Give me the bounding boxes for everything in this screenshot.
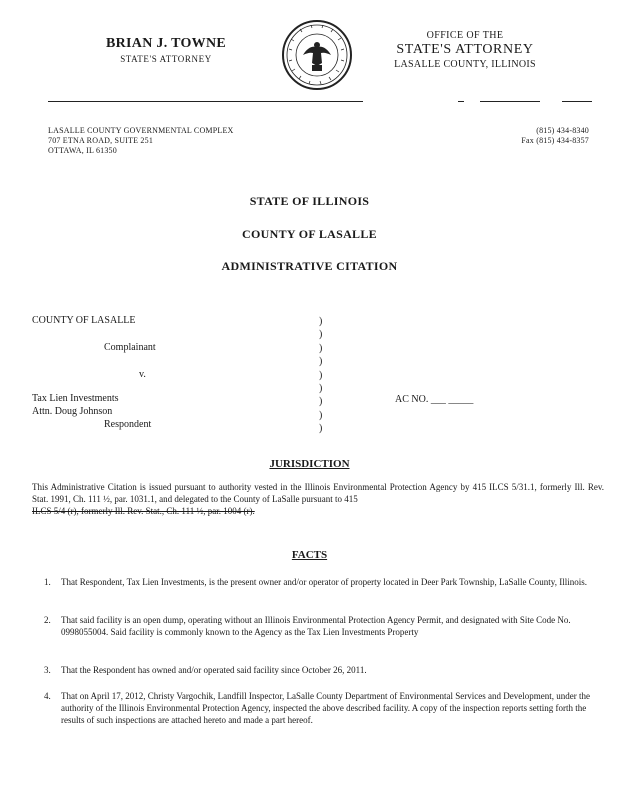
attorney-title: STATE'S ATTORNEY [120, 54, 212, 64]
state-heading: STATE OF ILLINOIS [249, 194, 370, 208]
header-rule-dash [458, 101, 464, 102]
caption-parentheses: ) ) ) ) ) ) ) ) ) [319, 316, 323, 435]
office-label: OFFICE OF THE [426, 30, 504, 41]
fax-number: Fax (815) 434-8357 [521, 136, 589, 145]
address-line: LASALLE COUNTY GOVERNMENTAL COMPLEX [48, 126, 234, 135]
header-rule-mid [480, 101, 540, 102]
defendant-role: Respondent [104, 419, 152, 430]
office-county: LASALLE COUNTY, ILLINOIS [394, 59, 536, 70]
defendant-name: Tax Lien Investments [32, 393, 119, 404]
fact-number: 2. [44, 615, 51, 625]
fact-number: 1. [44, 577, 51, 587]
defendant-attention: Attn. Doug Johnson [32, 406, 113, 417]
fact-number: 3. [44, 665, 51, 675]
office-address [48, 126, 234, 156]
header-rule-left [48, 101, 363, 102]
phone-number: (815) 434-8340 [536, 126, 589, 135]
office-contact [521, 126, 589, 146]
jurisdiction-text-struck: ILCS 5/4 (r), formerly Ill. Rev. Stat., Ch. 111 ½, par. 1004 (r). [32, 506, 255, 516]
fact-text: That on April 17, 2012, Christy Vargochik, Landfill Inspector, LaSalle County Department of Environmental Services and Development, under the authority of the Illinois Environmental Protection Agency, inspected the above described facility. A copy of the inspection reports setting forth the results of such inspections are attached hereto and made a part hereof. [61, 691, 590, 725]
facts-heading: FACTS [291, 549, 328, 561]
plaintiff-name: COUNTY OF LASALLE [32, 315, 136, 326]
jurisdiction-text: This Administrative Citation is issued pursuant to authority vested in the Illinois Environmental Protection Agency by 415 ILCS 5/31.1, formerly Ill. Rev. Stat. 1991, Ch. 111 ½, par. 1031.1, and delegated to the County of LaSalle pursuant to 415 [32, 482, 604, 504]
fact-text: That said facility is an open dump, operating without an Illinois Environmental Protection Agency Permit, and designated with Site Code No. 0998055004. Said facility is commonly known to the Agency as the Tax Lien Investments Property [61, 615, 571, 637]
jurisdiction-heading: JURISDICTION [269, 458, 350, 470]
fact-number: 4. [44, 691, 51, 701]
illinois-state-seal-icon [281, 19, 353, 91]
plaintiff-role: Complainant [104, 342, 156, 353]
header-rule-right [562, 101, 592, 102]
ac-number: AC NO. ___ _____ [395, 394, 474, 405]
fact-text: That the Respondent has owned and/or operated said facility since October 26, 2011. [61, 665, 367, 675]
county-heading: COUNTY OF LASALLE [242, 227, 377, 241]
versus-label: v. [139, 369, 146, 380]
attorney-name: BRIAN J. TOWNE [106, 36, 226, 51]
fact-text: That Respondent, Tax Lien Investments, is the present owner and/or operator of property located in Deer Park Township, LaSalle County, Illinois. [61, 577, 587, 587]
office-title: STATE'S ATTORNEY [396, 42, 534, 57]
document-title: ADMINISTRATIVE CITATION [221, 259, 398, 273]
address-line: OTTAWA, IL 61350 [48, 146, 117, 155]
address-line: 707 ETNA ROAD, SUITE 251 [48, 136, 154, 145]
